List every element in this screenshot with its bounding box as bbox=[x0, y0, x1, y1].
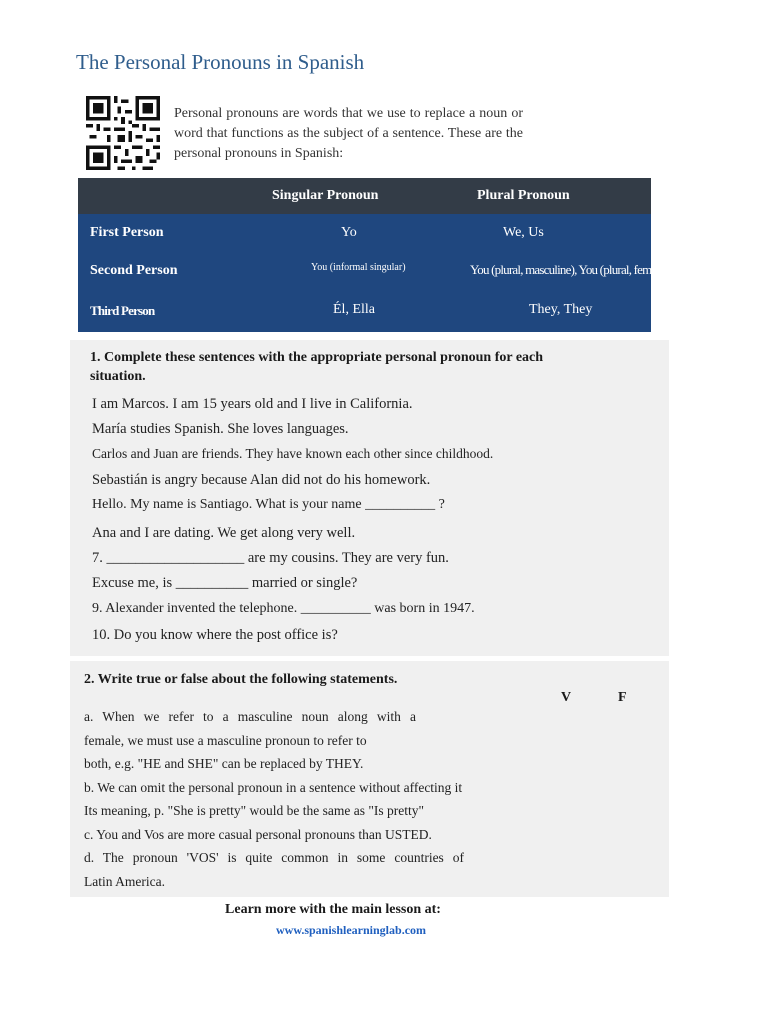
list-item: 7. ___________________ are my cousins. They are very fun. bbox=[92, 550, 449, 566]
qr-code-icon bbox=[86, 96, 160, 170]
statement-line: both, e.g. "HE and SHE" can be replaced by THEY. bbox=[84, 756, 364, 771]
statement-line: female, we must use a masculine pronoun to refer to bbox=[84, 732, 367, 748]
list-item: 10. Do you know where the post office is? bbox=[92, 627, 338, 643]
first-singular: Yo bbox=[341, 225, 357, 240]
statement-line: Latin America. bbox=[84, 873, 165, 889]
page-title: The Personal Pronouns in Spanish bbox=[76, 50, 365, 74]
row-label-first: First Person bbox=[90, 225, 164, 240]
footer-text: Learn more with the main lesson at: bbox=[225, 902, 441, 917]
intro-text: Personal pronouns are words that we use to replace a noun or word that functions as the subject of a sentence. These are the personal pronouns in Spanish: bbox=[174, 106, 523, 161]
list-item: Carlos and Juan are friends. They have known each other since childhood. bbox=[92, 446, 494, 461]
list-item: Excuse me, is __________ married or single? bbox=[92, 575, 358, 591]
exercise-2 bbox=[70, 661, 669, 897]
statement-line: d. The pronoun 'VOS' is quite common in some countries of bbox=[84, 850, 464, 865]
second-singular: You (informal singular) bbox=[311, 262, 406, 273]
list-item: María studies Spanish. She loves languages. bbox=[92, 421, 349, 437]
list-item: 9. Alexander invented the telephone. __________ was born in 1947. bbox=[92, 601, 475, 616]
footer-link[interactable]: www.spanishlearninglab.com bbox=[275, 923, 427, 937]
statements bbox=[84, 705, 464, 893]
true-column-label: V bbox=[561, 690, 572, 705]
pronoun-table bbox=[78, 178, 677, 332]
statement-line: a. When we refer to a masculine noun along with a bbox=[84, 709, 416, 724]
statement-line: c. You and Vos are more casual personal pronouns than USTED. bbox=[84, 826, 432, 842]
col-singular-header: Singular Pronoun bbox=[272, 188, 379, 203]
third-singular: Él, Ella bbox=[333, 302, 375, 317]
second-plural: You (plural, masculine), You (plural, feminine) bbox=[470, 262, 677, 277]
statement-line: Its meaning, p. "She is pretty" would be the same as "Is pretty" bbox=[84, 803, 424, 818]
col-plural-header: Plural Pronoun bbox=[477, 188, 570, 203]
row-label-second: Second Person bbox=[90, 263, 178, 278]
exercise-2-heading: 2. Write true or false about the following statements. bbox=[84, 672, 398, 687]
false-column-label: F bbox=[618, 690, 627, 705]
list-item: Hello. My name is Santiago. What is your name __________ ? bbox=[92, 497, 445, 512]
list-item: Sebastián is angry because Alan did not do his homework. bbox=[92, 472, 431, 488]
statement-line: b. We can omit the personal pronoun in a sentence without affecting it bbox=[84, 779, 463, 795]
row-label-third: Third Person bbox=[90, 303, 155, 318]
exercise-1 bbox=[70, 340, 669, 656]
exercise-1-heading: 1. Complete these sentences with the appropriate personal pronoun for each situation. bbox=[90, 350, 544, 384]
first-plural: We, Us bbox=[503, 225, 544, 240]
list-item: Ana and I are dating. We get along very well. bbox=[92, 525, 356, 541]
third-plural: They, They bbox=[529, 302, 593, 317]
list-item: I am Marcos. I am 15 years old and I live in California. bbox=[92, 396, 413, 412]
